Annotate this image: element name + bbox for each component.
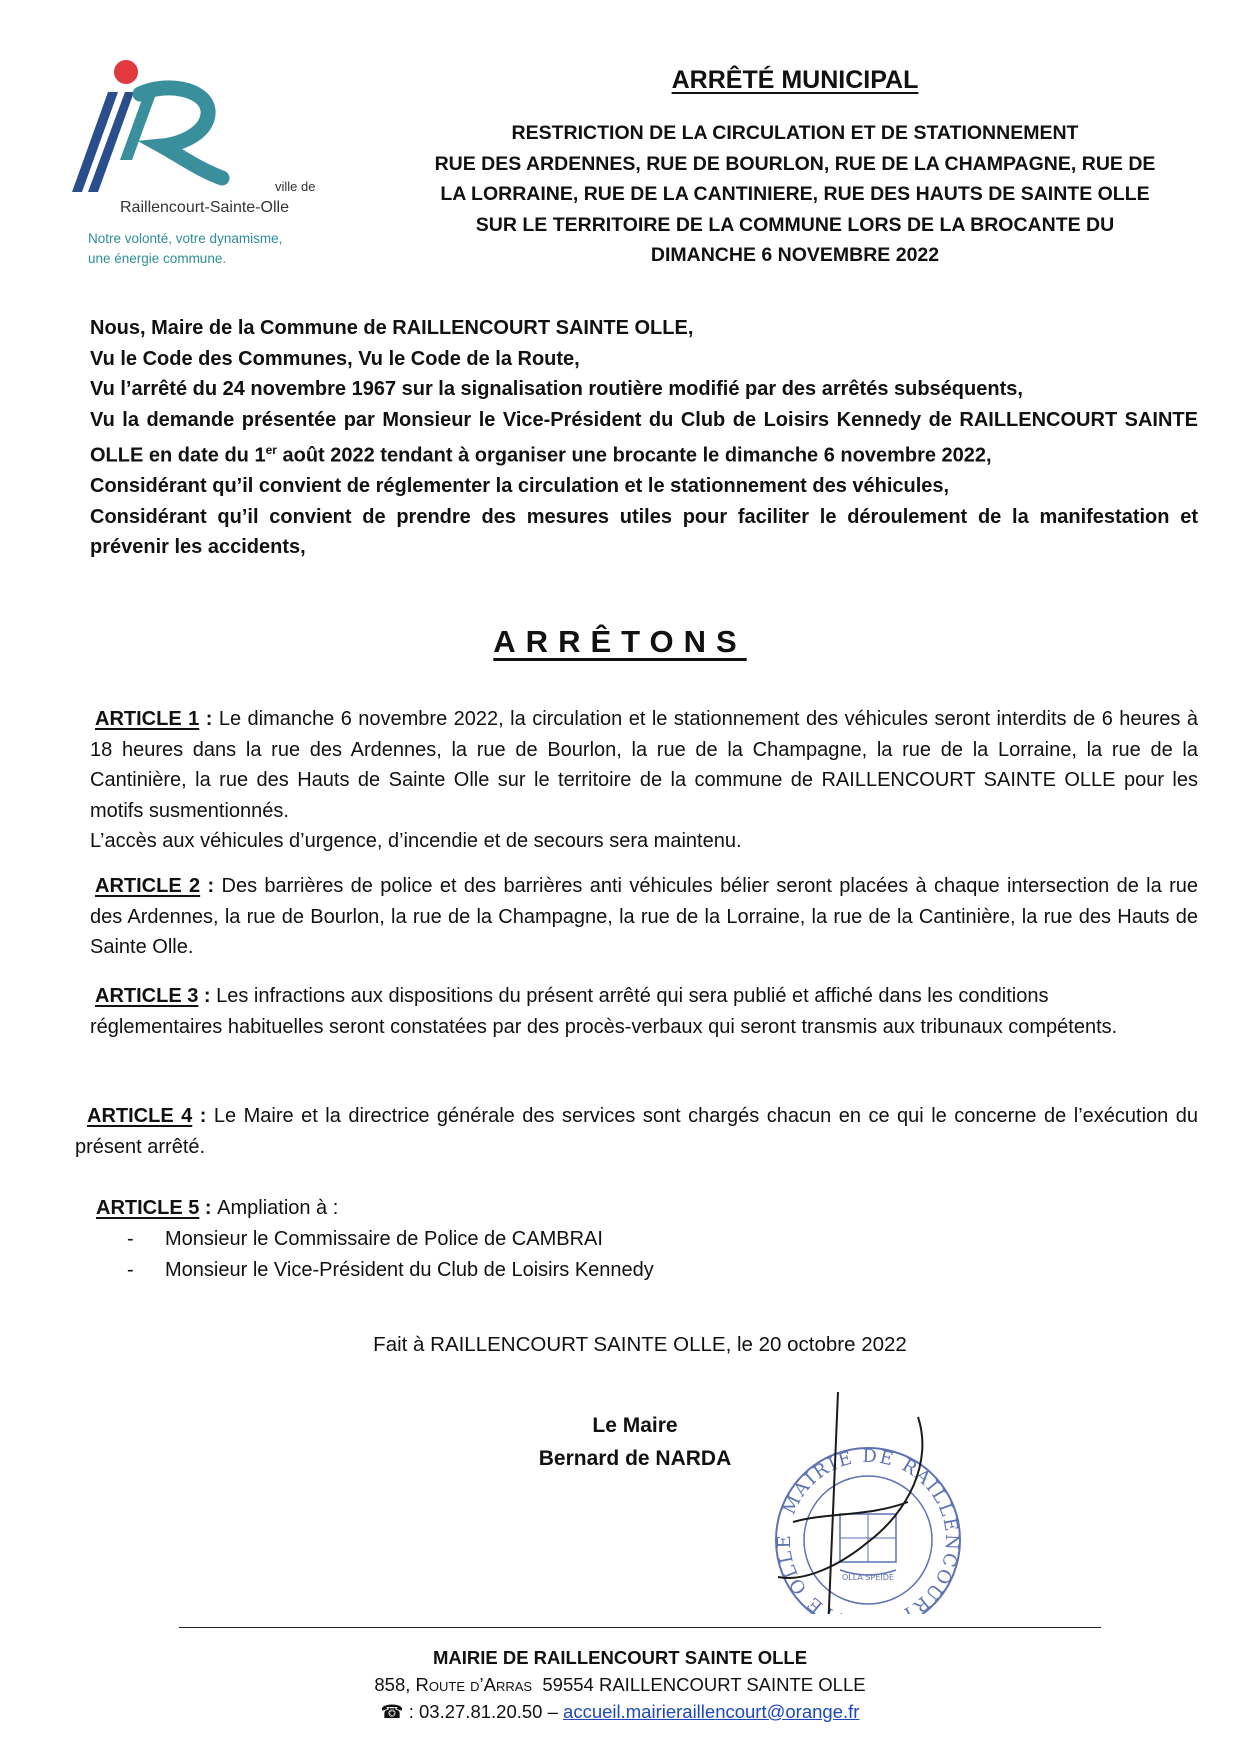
signatory bbox=[470, 1409, 800, 1475]
signatory-name: Bernard de NARDA bbox=[538, 1447, 732, 1470]
subtitle-line: RESTRICTION DE LA CIRCULATION ET DE STATIONNEMENT bbox=[511, 122, 1079, 144]
article-4-label: ARTICLE 4 : bbox=[87, 1105, 214, 1127]
article-2-body bbox=[90, 871, 1198, 963]
logo-slogan bbox=[88, 229, 348, 269]
email-link[interactable]: accueil.mairieraillencourt@orange.fr bbox=[563, 1701, 860, 1722]
svg-text:OLLA SPEIDE: OLLA SPEIDE bbox=[842, 1573, 894, 1582]
municipal-logo bbox=[70, 60, 330, 275]
preamble-line: Considérant qu’il convient de réglementer la circulation et le stationnement des véhicules, bbox=[90, 475, 950, 498]
preamble-line: Vu le Code des Communes, Vu le Code de la Route, bbox=[90, 347, 580, 370]
footer-organization: MAIRIE DE RAILLENCOURT SAINTE OLLE bbox=[432, 1647, 808, 1668]
article-5 bbox=[96, 1193, 996, 1224]
footer-contact bbox=[0, 1701, 1240, 1723]
subtitle-line: DIMANCHE 6 NOVEMBRE 2022 bbox=[650, 244, 940, 266]
article-2-text: Des barrières de police et des barrières anti véhicules bélier seront placées à chaque intersection de la rue des Ardennes, la rue de Bourlon, la rue de la Champagne, la rue de la Lorraine, la rue de la Cantinière, la rue des Hauts de Sainte Olle. bbox=[90, 875, 1198, 958]
phone-number: : 03.27.81.20.50 – bbox=[403, 1701, 564, 1722]
preamble-request bbox=[90, 405, 1198, 472]
ampliation-list bbox=[118, 1224, 818, 1285]
signature-place-date: Fait à RAILLENCOURT SAINTE OLLE, le 20 octobre 2022 bbox=[373, 1333, 907, 1356]
article-4-text: Le Maire et la directrice générale des services sont chargés chacun en ce qui le concerne de l’exécution du présent arrêté. bbox=[75, 1105, 1198, 1158]
logo-ville-de: ville de bbox=[275, 179, 316, 194]
article-1-body bbox=[90, 704, 1198, 826]
list-item: - Monsieur le Vice-Président du Club de Loisirs Kennedy bbox=[118, 1255, 818, 1286]
footer-divider bbox=[179, 1627, 1101, 1628]
signatory-role: Le Maire bbox=[592, 1414, 678, 1437]
preamble-line: Considérant qu’il convient de prendre des mesures utiles pour faciliter le déroulement de la manifestation et prévenir les accidents, bbox=[90, 505, 1198, 559]
slogan-line: une énergie commune. bbox=[88, 251, 227, 266]
preamble-line: Vu l’arrêté du 24 novembre 1967 sur la signalisation routière modifié par des arrêtés subséquents, bbox=[90, 378, 1023, 400]
article-4 bbox=[75, 1101, 1198, 1162]
preamble-line: Nous, Maire de la Commune de RAILLENCOURT SAINTE OLLE, bbox=[90, 317, 694, 339]
request-text-end: août 2022 tendant à organiser une brocante le dimanche 6 novembre 2022, bbox=[276, 444, 992, 467]
document-subtitle bbox=[375, 118, 1215, 271]
stamp-graphic bbox=[768, 1392, 968, 1614]
official-stamp bbox=[768, 1392, 968, 1614]
subtitle-line: SUR LE TERRITOIRE DE LA COMMUNE LORS DE LA BROCANTE DU bbox=[475, 213, 1115, 236]
article-1-text2: L’accès aux véhicules d’urgence, d’incendie et de secours sera maintenu. bbox=[90, 830, 742, 852]
article-5-label: ARTICLE 5 : bbox=[96, 1197, 218, 1219]
address-number: 858, bbox=[374, 1674, 416, 1695]
article-3 bbox=[90, 981, 1170, 1042]
article-1-label: ARTICLE 1 : bbox=[95, 708, 219, 730]
article-4-body bbox=[75, 1101, 1198, 1162]
article-1-text: Le dimanche 6 novembre 2022, la circulation et le stationnement des véhicules seront interdits de 6 heures à 18 heures dans la rue des Ardennes, la rue de Bourlon, la rue de la Champagne, la rue de la Lorraine, la rue de la Cantinière, la rue des Hauts de Sainte Olle sur le territoire de la commune de RAILLENCOURT SAINTE OLLE pour les motifs susmentionnés. bbox=[90, 708, 1199, 822]
article-2 bbox=[90, 871, 1198, 963]
logo-town-name: Raillencourt-Sainte-Olle bbox=[120, 199, 289, 216]
article-3-text: Les infractions aux dispositions du présent arrêté qui sera publié et affiché dans les conditions réglementaires habituelles seront constatées par des procès-verbaux qui seront transmis aux tribunaux compétents. bbox=[90, 985, 1118, 1038]
footer-address bbox=[0, 1674, 1240, 1696]
document-title: ARRÊTÉ MUNICIPAL bbox=[671, 66, 919, 94]
subtitle-line: RUE DES ARDENNES, RUE DE BOURLON, RUE DE LA CHAMPAGNE, RUE DE bbox=[434, 152, 1156, 175]
ordinal-superscript: er bbox=[265, 443, 277, 457]
list-item: - Monsieur le Commissaire de Police de CAMBRAI bbox=[118, 1224, 818, 1255]
article-5-body bbox=[96, 1193, 996, 1224]
arretons-text: ARRÊTONS bbox=[493, 624, 747, 659]
arretons-heading bbox=[0, 624, 1240, 660]
request-text: Vu la demande présentée par Monsieur le Vice-Président du Club de Loisirs Kennedy de RAILLENCOURT SAINTE OLLE en date du 1 bbox=[90, 408, 1198, 467]
svg-text:* (Nord) * bbox=[838, 1613, 898, 1614]
address-route: Route d’Arras bbox=[415, 1674, 533, 1695]
article-5-text: Ampliation à : bbox=[217, 1197, 339, 1219]
article-1 bbox=[90, 704, 1198, 857]
phone-icon: ☎ bbox=[380, 1701, 404, 1722]
slogan-line: Notre volonté, votre dynamisme, bbox=[88, 231, 283, 246]
article-3-body bbox=[90, 981, 1170, 1042]
preamble bbox=[90, 313, 1198, 563]
address-city: 59554 RAILLENCOURT SAINTE OLLE bbox=[532, 1674, 866, 1695]
subtitle-line: LA LORRAINE, RUE DE LA CANTINIERE, RUE DES HAUTS DE SAINTE OLLE bbox=[440, 183, 1150, 205]
article-3-label: ARTICLE 3 : bbox=[95, 985, 217, 1007]
svg-text:MAIRIE DE RAILLENCOURT SAINTE: MAIRIE DE RAILLENCOURT TE OLLE bbox=[773, 1445, 963, 1614]
article-2-label: ARTICLE 2 : bbox=[95, 875, 222, 897]
